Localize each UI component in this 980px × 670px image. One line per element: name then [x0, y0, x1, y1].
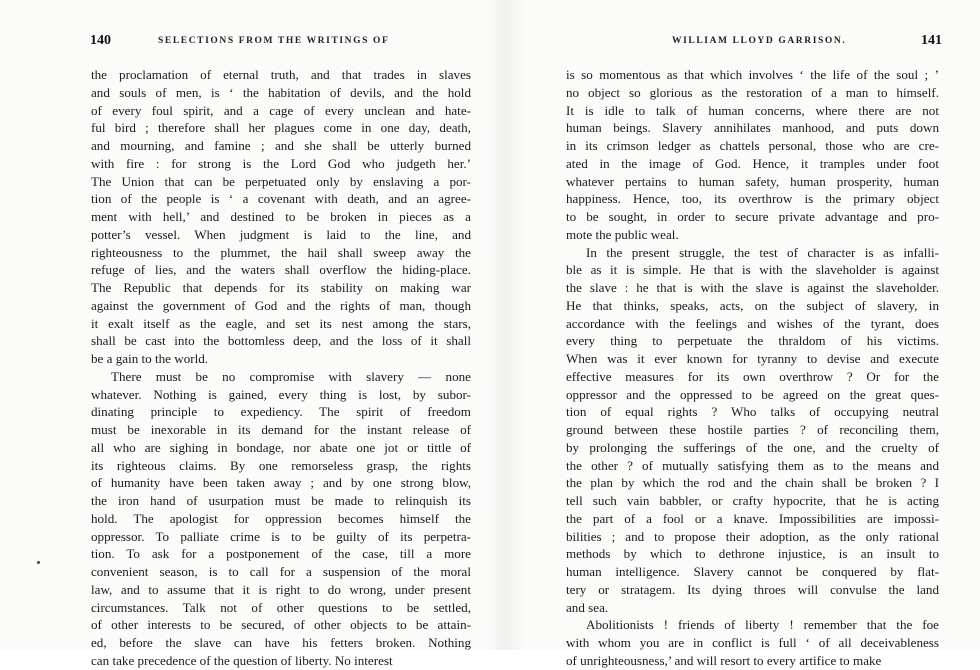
text-line: It is idle to talk of human concerns, where there are not	[566, 102, 939, 118]
text-line: ated in the image of God. Hence, it tramples under foot	[566, 155, 939, 171]
text-line: must be inexorable in its demand for the instant release of	[91, 422, 471, 437]
text-line: of every foul spirit, and a cage of every unclean and hate-	[91, 102, 471, 118]
text-line: happiness. Hence, too, its overthrow is the primary object	[566, 191, 939, 207]
text-line: it exalt itself as the eagle, and set its nest among the stars,	[91, 315, 471, 331]
text-line: the slave : he that is with the slave is against the slaveholder.	[566, 280, 939, 295]
text-line: tion. To ask for a postponement of the case, till a more	[91, 546, 471, 562]
text-line: in its crimson ledger as chattels personal, those who are cre-	[566, 138, 939, 153]
right-page-body	[566, 66, 939, 670]
text-line: oppressor and the oppressed to be agreed on the great ques-	[566, 386, 939, 402]
text-line: whatever pertains to human safety, human prosperity, human	[566, 173, 939, 189]
left-page	[0, 0, 490, 668]
text-line: the iron hand of usurpation must be made to relinquish its	[91, 493, 471, 508]
text-line: human intelligence. Slavery cannot be conquered by flat-	[566, 564, 939, 579]
text-line: ed, before the slave can have his fetters broken. Nothing	[91, 635, 471, 650]
text-line: dinating principle to expediency. The spirit of freedom	[91, 404, 471, 420]
text-line: of other interests to be secured, of other objects to be attain-	[91, 617, 471, 633]
text-line: whatever. Nothing is gained, every thing is lost, by subor-	[91, 386, 471, 402]
text-line: with whom you are in conflict is full ‘ of all deceivableness	[566, 635, 939, 650]
text-line: the part of a fool or a knave. Impossibilities are impossi-	[566, 510, 939, 526]
text-line: In the present struggle, the test of character is as infalli-	[586, 244, 939, 260]
text-line: circumstances. Talk not of other questions to be settled,	[91, 599, 471, 615]
text-line: There must be no compromise with slavery — none	[111, 368, 471, 384]
right-page	[490, 0, 980, 668]
text-line: mote the public weal.	[566, 226, 679, 242]
text-line: The Republic that depends for its stability on making war	[91, 280, 471, 295]
text-line: refuge of lies, and the waters shall overflow the hiding-place.	[91, 262, 471, 278]
text-line: no object so glorious as the restoration of a man to himself.	[566, 84, 939, 100]
text-line: and mourning, and famine ; and she shall be utterly burned	[91, 138, 471, 153]
text-line: methods by which to dethrone injustice, is an insult to	[566, 546, 939, 562]
text-line: Abolitionists ! friends of liberty ! remember that the foe	[586, 617, 939, 633]
text-line: the other ? of mutually satisfying them as to the means and	[566, 457, 939, 473]
text-line: and souls of men, is ‘ the habitation of devils, and the hold	[91, 84, 471, 100]
text-line: righteousness to the plummet, the hail shall sweep away the	[91, 244, 471, 260]
left-running-head: SELECTIONS FROM THE WRITINGS OF	[158, 36, 390, 46]
text-line: tery or stratagem. Its dying throes will convulse the land	[566, 581, 939, 597]
text-line: law, and to assume that it is right to do wrong, under present	[91, 581, 471, 597]
text-line: The Union that can be perpetuated only by enslaving a por-	[91, 173, 471, 189]
text-line: be a gain to the world.	[91, 351, 209, 366]
text-line: accordance with the feelings and wishes of the tyrant, does	[566, 315, 939, 331]
left-page-body	[91, 66, 471, 670]
text-line: convenient season, is to call for a suspension of the moral	[91, 564, 471, 579]
text-line: effective measures for its own overthrow ? Or for the	[566, 368, 939, 384]
text-line: the plan by which the rod and the chain shall be broken ? I	[566, 475, 939, 491]
text-line: against the government of God and the rights of man, though	[91, 297, 471, 313]
text-line: and sea.	[566, 599, 609, 615]
right-running-head: WILLIAM LLOYD GARRISON.	[672, 36, 847, 46]
text-line: human beings. Slavery annihilates manhood, and puts down	[566, 120, 939, 136]
text-line: ful bird ; therefore shall her plagues come in one day, death,	[91, 120, 471, 136]
text-line: ble as it is simple. He that is with the slaveholder is against	[566, 262, 939, 278]
text-line: of humanity have been taken away ; and by one strong blow,	[91, 475, 471, 491]
text-line: to be sought, in order to secure private advantage and pro-	[566, 209, 939, 224]
text-line: can take precedence of the question of liberty. No interest	[91, 652, 393, 668]
text-line: with fire : for strong is the Lord God who judgeth her.’	[91, 155, 471, 171]
print-speck	[37, 561, 40, 564]
text-line: every thing to perpetuate the thraldom of his victims.	[566, 333, 939, 349]
left-page-number: 140	[90, 33, 111, 48]
text-line: by prolonging the sufferings of the one, and the cruelty of	[566, 439, 939, 455]
right-page-number: 141	[921, 33, 942, 48]
text-line: is so momentous as that which involves ‘ the life of the soul ; ’	[566, 67, 939, 82]
text-line: of unrighteousness,’ and will resort to every artifice to make	[566, 652, 882, 668]
text-line: When was it ever known for tyranny to devise and execute	[566, 351, 939, 366]
text-line: the proclamation of eternal truth, and that trades in slaves	[91, 67, 471, 82]
text-line: shall be cast into the bottomless deep, and the loss of it shall	[91, 333, 471, 349]
text-line: oppressor. To palliate crime is to be guilty of its perpetra-	[91, 528, 471, 544]
text-line: tion of the people is ‘ a covenant with death, and an agree-	[91, 191, 471, 207]
text-line: bilities ; and to propose their adoption, as the only rational	[566, 528, 939, 544]
text-line: ground between these hostile parties ? of reconciling them,	[566, 422, 939, 437]
text-line: tion of equal rights ? Who talks of occupying neutral	[566, 404, 939, 420]
text-line: its righteous claims. By one remorseless grasp, the rights	[91, 457, 471, 473]
text-line: potter’s vessel. When judgment is laid to the line, and	[91, 226, 471, 242]
text-line: hold. The apologist for oppression becomes himself the	[91, 510, 471, 526]
text-line: ment with hell,’ and destined to be broken in pieces as a	[91, 209, 471, 224]
text-line: He that thinks, speaks, acts, on the subject of slavery, in	[566, 297, 939, 313]
text-line: all who are sighing in bondage, nor abate one jot or tittle of	[91, 439, 471, 455]
text-line: tell such vain babbler, or crafty hypocrite, that he is acting	[566, 493, 939, 508]
